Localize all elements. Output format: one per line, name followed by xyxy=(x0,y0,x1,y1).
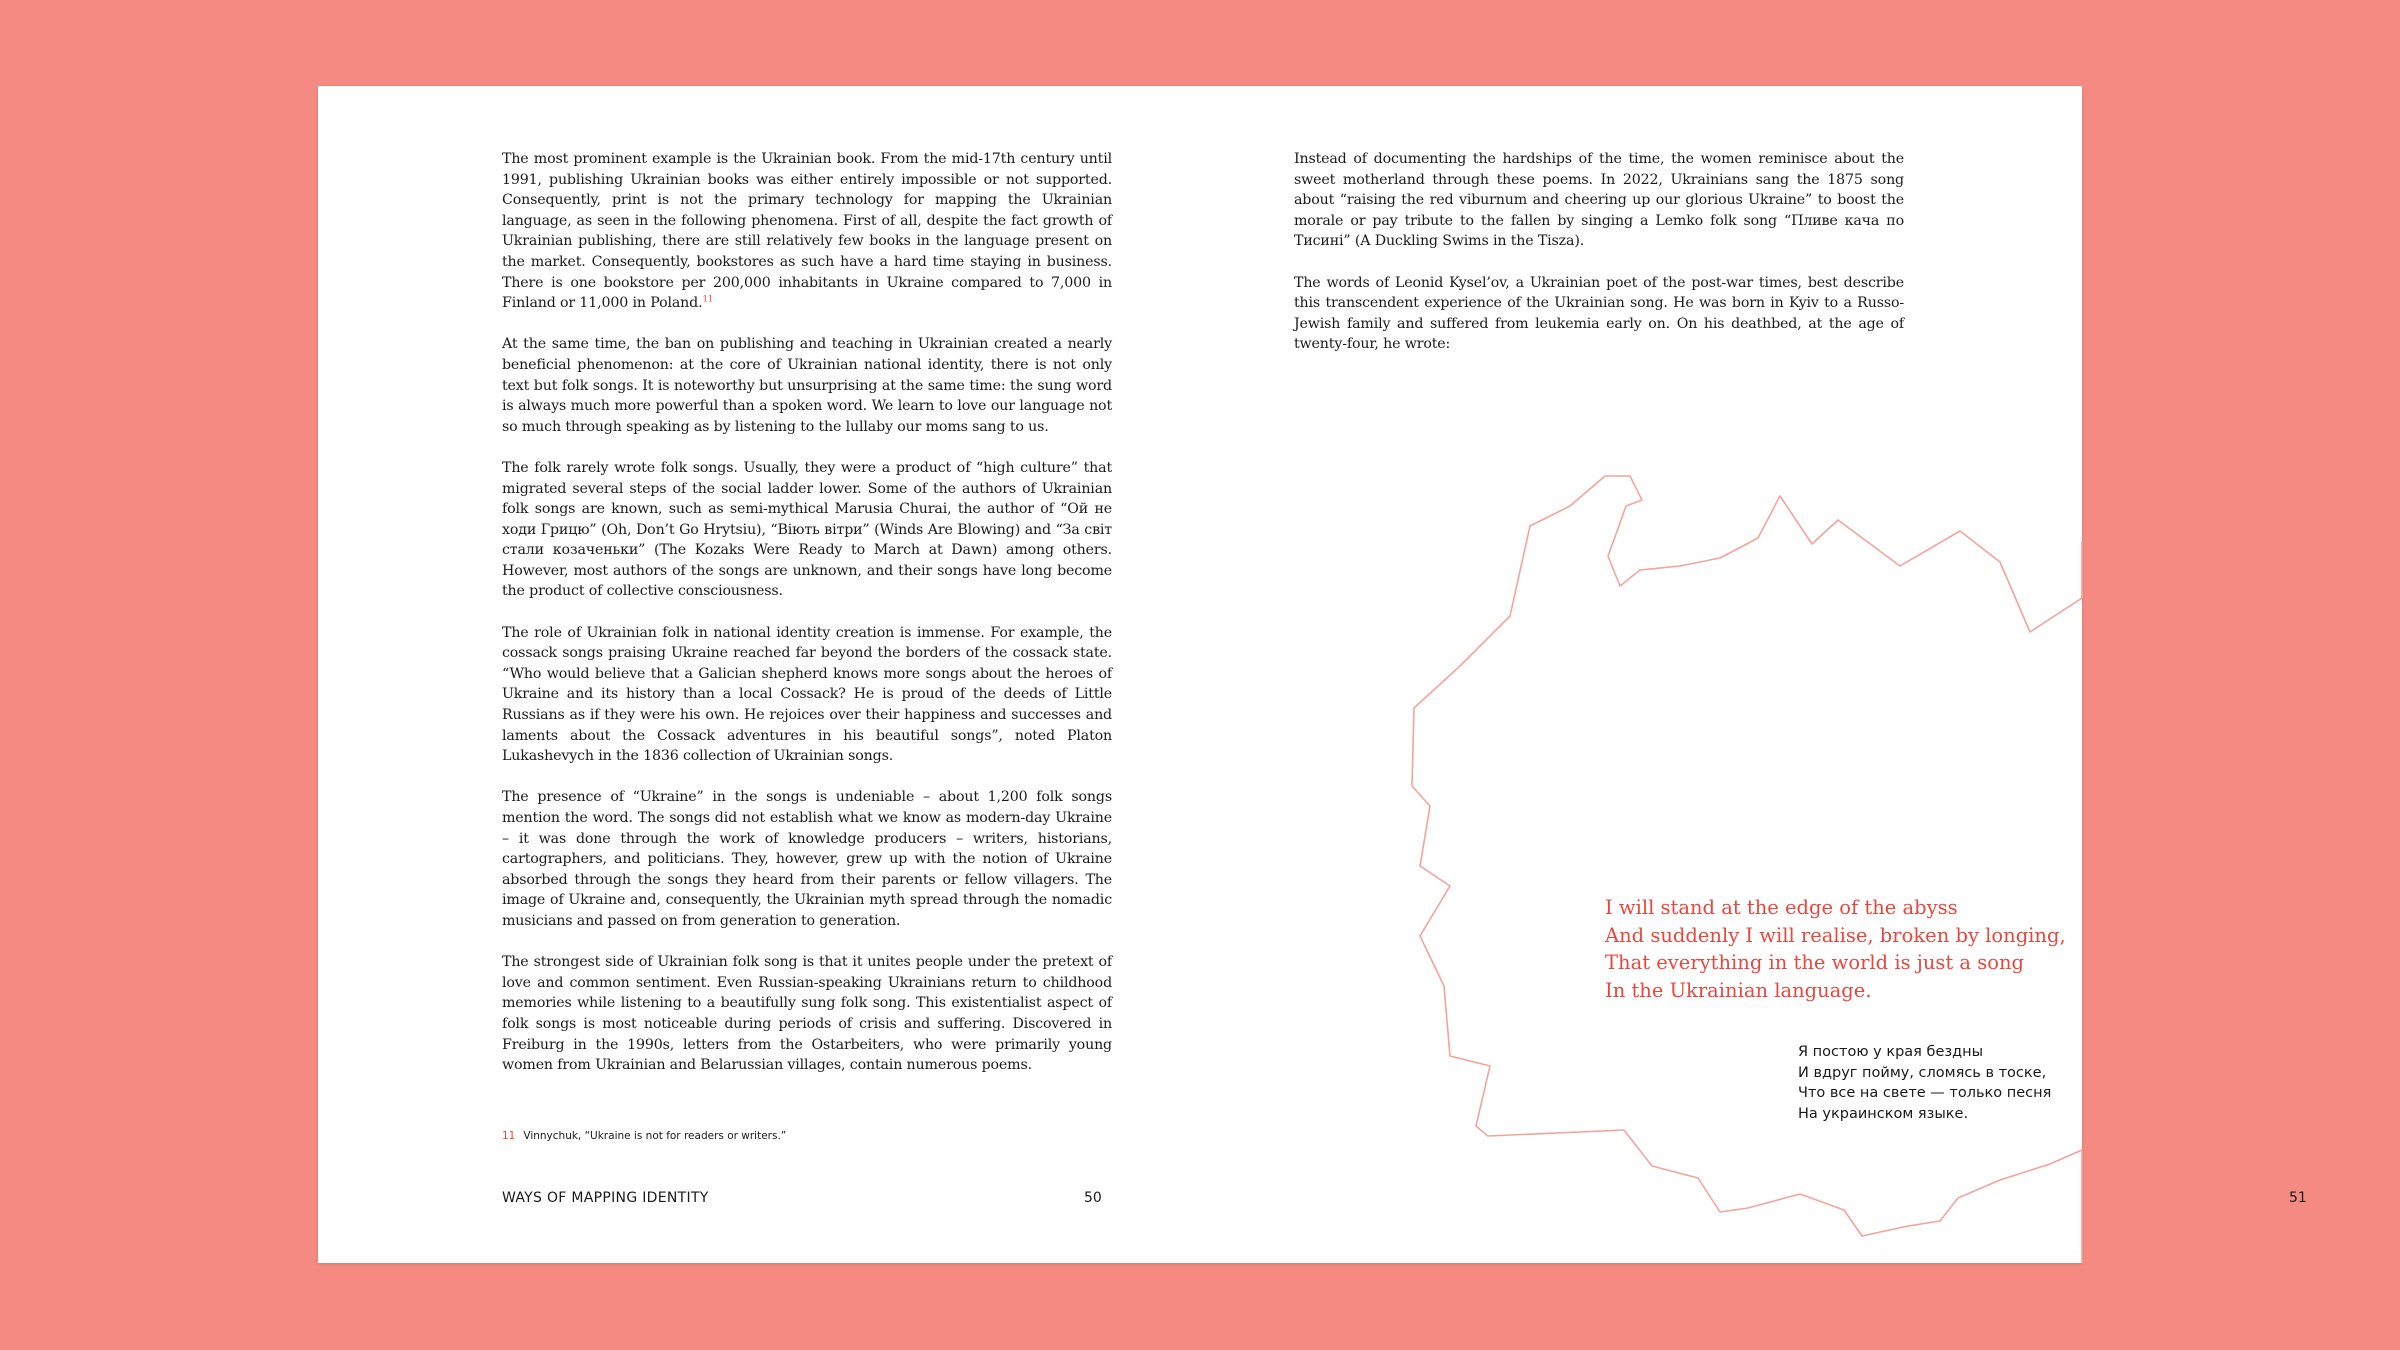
page-number-right: 51 xyxy=(2289,1190,2307,1206)
left-paragraph-2: At the same time, the ban on publishing and teaching in Ukrainian created a nearly beneficial phenomenon: at the core of Ukrainian national identity, there is not only text but folk songs. It is noteworthy but unsurprising at the same time: the sung word is always much more powerful than a spoken word. We learn to love our language not so much through speaking as by listening to the lullaby our moms sang to us. xyxy=(502,336,1112,435)
poem-ru-line-2: И вдруг пойму, сломясь в тоске, xyxy=(1798,1064,2047,1081)
poem-english xyxy=(1605,894,2066,1004)
left-paragraph-4: The role of Ukrainian folk in national identity creation is immense. For example, the cossack songs praising Ukraine reached far beyond the borders of the cossack state. “Who would believe that a Galician shepherd knows more songs about the heroes of Ukraine and its history than a local Cossack? He is proud of the deeds of Little Russians as if they were his own. He rejoices over their happiness and successes and laments about the Cossack adventures in his beautiful songs”, noted Platon Lukashevych in the 1836 collection of Ukrainian songs. xyxy=(502,624,1112,765)
poem-russian xyxy=(1798,1042,2051,1124)
poem-en-line-2: And suddenly I will realise, broken by longing, xyxy=(1605,923,2066,947)
left-page xyxy=(318,86,1200,1263)
left-paragraph-3: The folk rarely wrote folk songs. Usually, they were a product of “high culture” that migrated several steps of the social ladder lower. Some of the authors of Ukrainian folk songs are known, such as semi-mythical Marusia Churai, the author of “Ой не ходи Грицю” (Oh, Don’t Go Hrytsiu), “Віють вітри” (Winds Are Blowing) and “За світ стали козаченьки” (The Kozaks Were Ready to March at Dawn) among others. However, most authors of the songs are unknown, and their songs have long become the product of collective consciousness. xyxy=(502,459,1112,600)
left-paragraph-5: The presence of “Ukraine” in the songs is undeniable – about 1,200 folk songs mention the word. The songs did not establish what we know as modern-day Ukraine – it was done through the work of knowledge producers – writers, historians, cartographers, and politicians. They, however, grew up with the notion of Ukraine absorbed through the songs they heard from their parents or fellow villagers. The image of Ukraine and, consequently, the Ukrainian myth spread through the nomadic musicians and passed on from generation to generation. xyxy=(502,789,1112,929)
poem-ru-line-4: На украинском языке. xyxy=(1798,1105,1969,1122)
footnote-number: 11 xyxy=(502,1130,516,1142)
left-paragraph-1 xyxy=(502,149,1112,314)
running-head: WAYS OF MAPPING IDENTITY xyxy=(502,1190,709,1206)
right-page xyxy=(1200,86,2307,1263)
poem-en-line-4: In the Ukrainian language. xyxy=(1605,978,1872,1002)
right-body-text xyxy=(1294,149,1904,376)
left-paragraph-6: The strongest side of Ukrainian folk song is that it unites people under the pretext of love and common sentiment. Even Russian-speaking Ukrainians return to childhood memories while listening to a beautifully sung folk song. This existentialist aspect of folk songs is most noticeable during periods of crisis and suffering. Discovered in Freiburg in the 1990s, letters from the Ostarbeiters, who were primarily young women from Ukrainian and Belarussian villages, contain numerous poems. xyxy=(502,954,1112,1074)
poem-en-line-1: I will stand at the edge of the abyss xyxy=(1605,896,1958,919)
poem-ru-line-1: Я постою у края бездны xyxy=(1798,1044,1984,1060)
poem-ru-line-3: Что все на свете — только песня xyxy=(1798,1085,2052,1102)
left-body-text xyxy=(502,149,1112,1096)
poem-en-line-3: That everything in the world is just a song xyxy=(1605,951,2025,974)
right-paragraph-1: Instead of documenting the hardships of the time, the women reminisce about the sweet motherland through these poems. In 2022, Ukrainians sang the 1875 song about “raising the red viburnum and cheering up our glorious Ukraine” to boost the morale or pay tribute to the fallen by singing a Lemko folk song “Пливе кача по Тисині” (A Duckling Swims in the Tisza). xyxy=(1294,151,1904,250)
footnote-text: Vinnychuk, “Ukraine is not for readers or writers.” xyxy=(523,1130,787,1142)
left-paragraph-1-text: The most prominent example is the Ukrainian book. From the mid-17th century until 1991, publishing Ukrainian books was either entirely impossible or not supported. Consequently, print is not the primary technology for mapping the Ukrainian language, as seen in the following phenomena. First of all, despite the fact growth of Ukrainian publishing, there are still relatively few books in the language present on the market. Consequently, bookstores as such have a hard time staying in business. There is one bookstore per 200,000 inhabitants in Ukraine compared to 7,000 in Finland or 11,000 in Poland. xyxy=(502,151,1112,312)
right-paragraph-2: The words of Leonid Kysel’ov, a Ukrainian poet of the post-war times, best describe this transcendent experience of the Ukrainian song. He was born in Kyiv to a Russo-Jewish family and suffered from leukemia early on. On his deathbed, at the age of twenty-four, he wrote: xyxy=(1294,274,1904,353)
footnote-reference: 11 xyxy=(702,294,713,305)
page-number-left: 50 xyxy=(1084,1190,1102,1206)
book-spread xyxy=(318,86,2307,1263)
footnote xyxy=(502,1130,1112,1142)
